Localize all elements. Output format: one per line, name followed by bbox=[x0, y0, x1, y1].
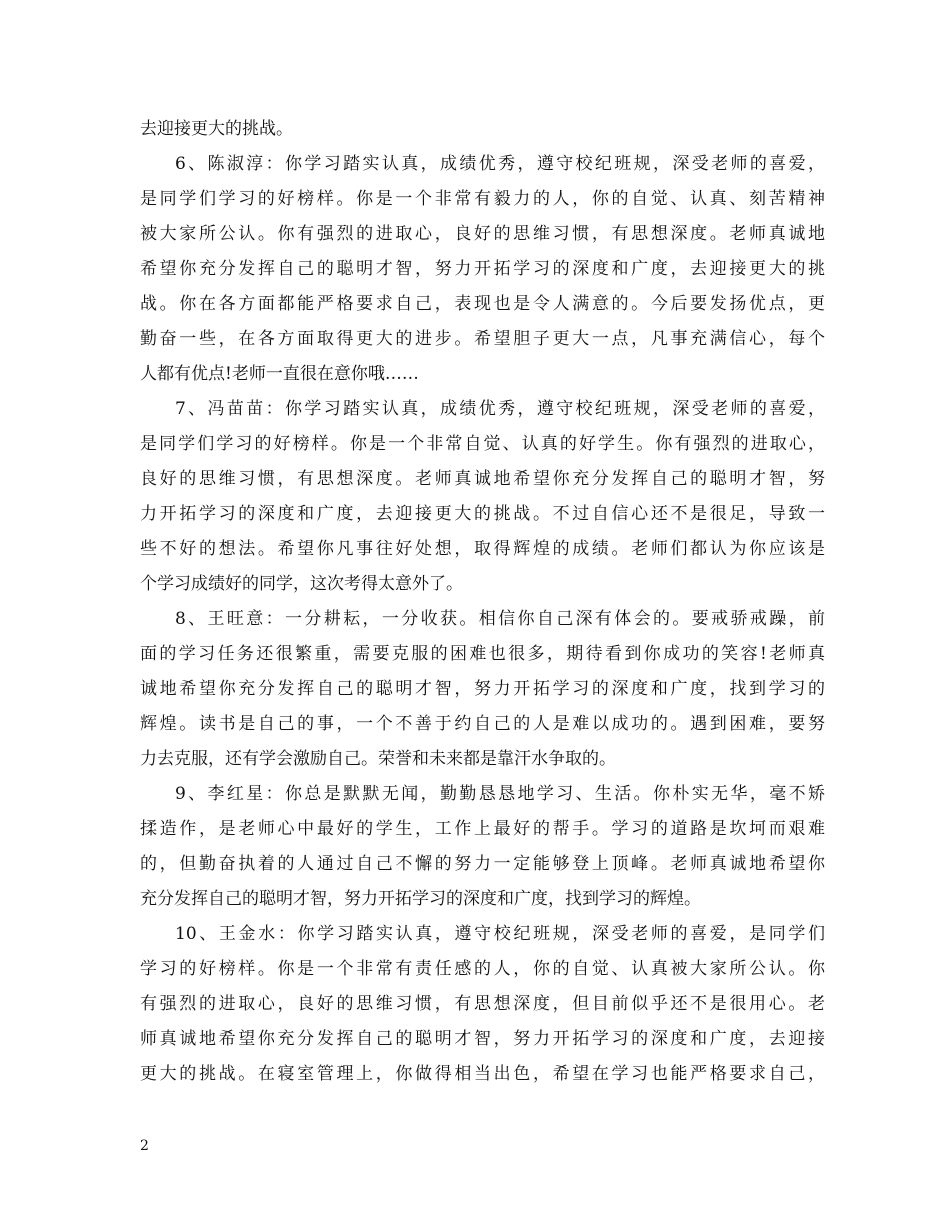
text-line: 揉造作，是老师心中最好的学生，工作上最好的帮手。学习的道路是坎坷而艰难 bbox=[140, 819, 825, 839]
text-line: 诚地希望你充分发挥自己的聪明才智，努力开拓学习的深度和广度，找到学习的 bbox=[140, 679, 825, 699]
paragraph-7-start: 7、冯苗苗：你学习踏实认真，成绩优秀，遵守校纪班规，深受老师的喜爱， bbox=[175, 399, 825, 419]
text-line: 去迎接更大的挑战。 bbox=[140, 119, 293, 139]
text-line: 充分发挥自己的聪明才智，努力开拓学习的深度和广度，找到学习的辉煌。 bbox=[140, 889, 701, 909]
paragraph-8-start: 8、王旺意：一分耕耘，一分收获。相信你自己深有体会的。要戒骄戒躁，前 bbox=[175, 609, 825, 629]
text-line: 个学习成绩好的同学，这次考得太意外了。 bbox=[140, 574, 463, 594]
text-line: 战。你在各方面都能严格要求自己，表现也是令人满意的。今后要发扬优点，更 bbox=[140, 294, 825, 314]
paragraph-10-start: 10、王金水：你学习踏实认真，遵守校纪班规，深受老师的喜爱，是同学们 bbox=[175, 924, 825, 944]
text-line: 有强烈的进取心，良好的思维习惯，有思想深度，但目前似乎还不是很用心。老 bbox=[140, 994, 825, 1014]
text-line: 师真诚地希望你充分发挥自己的聪明才智，努力开拓学习的深度和广度，去迎接 bbox=[140, 1029, 825, 1049]
text-line: 辉煌。读书是自己的事，一个不善于约自己的人是难以成功的。遇到困难，要努 bbox=[140, 714, 825, 734]
text-line: 良好的思维习惯，有思想深度。老师真诚地希望你充分发挥自己的聪明才智，努 bbox=[140, 469, 825, 489]
text-line: 更大的挑战。在寝室管理上，你做得相当出色，希望在学习也能严格要求自己， bbox=[140, 1064, 825, 1084]
text-line: 是同学们学习的好榜样。你是一个非常自觉、认真的好学生。你有强烈的进取心， bbox=[140, 434, 825, 454]
text-line: 是同学们学习的好榜样。你是一个非常有毅力的人，你的自觉、认真、刻苦精神 bbox=[140, 189, 825, 209]
text-line: 面的学习任务还很繁重，需要克服的困难也很多，期待看到你成功的笑容!老师真 bbox=[140, 644, 825, 664]
text-line: 些不好的想法。希望你凡事往好处想，取得辉煌的成绩。老师们都认为你应该是 bbox=[140, 539, 825, 559]
text-line: 力去克服，还有学会激励自己。荣誉和未来都是靠汗水争取的。 bbox=[140, 749, 616, 769]
text-line: 被大家所公认。你有强烈的进取心，良好的思维习惯，有思想深度。老师真诚地 bbox=[140, 224, 825, 244]
text-line: 力开拓学习的深度和广度，去迎接更大的挑战。不过自信心还不是很足，导致一 bbox=[140, 504, 825, 524]
text-line: 人都有优点!老师一直很在意你哦…… bbox=[140, 364, 419, 384]
text-line: 的，但勤奋执着的人通过自己不懈的努力一定能够登上顶峰。老师真诚地希望你 bbox=[140, 854, 825, 874]
body-text bbox=[140, 112, 825, 1092]
text-line: 勤奋一些，在各方面取得更大的进步。希望胆子更大一点，凡事充满信心，每个 bbox=[140, 329, 825, 349]
page-number: 2 bbox=[140, 1138, 149, 1154]
text-line: 希望你充分发挥自己的聪明才智，努力开拓学习的深度和广度，去迎接更大的挑 bbox=[140, 259, 825, 279]
paragraph-6-start: 6、陈淑淳：你学习踏实认真，成绩优秀，遵守校纪班规，深受老师的喜爱， bbox=[175, 154, 825, 174]
text-line: 学习的好榜样。你是一个非常有责任感的人，你的自觉、认真被大家所公认。你 bbox=[140, 959, 825, 979]
paragraph-9-start: 9、李红星：你总是默默无闻，勤勤恳恳地学习、生活。你朴实无华，毫不矫 bbox=[175, 784, 825, 804]
